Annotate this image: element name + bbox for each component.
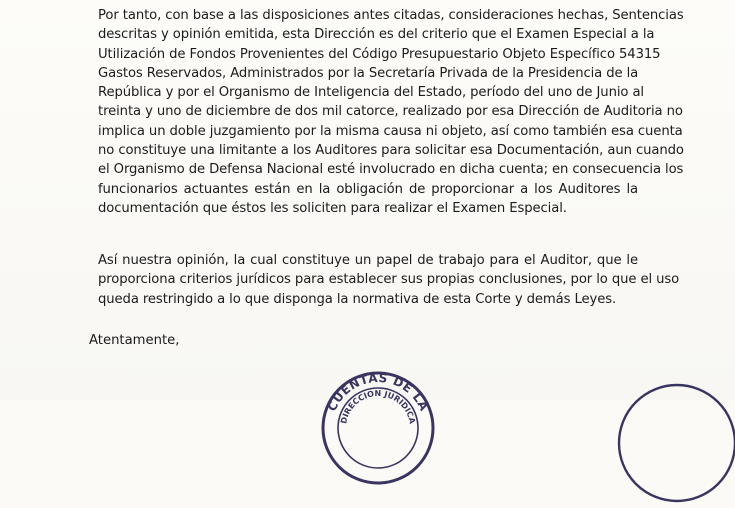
text-line: República y por el Organismo de Inteligencia del Estado, período del uno de Junio al (98, 85, 644, 101)
svg-text:CUENTAS DE LA: CUENTAS DE LA (324, 370, 432, 414)
text-line: implica un doble juzgamiento por la misma causa ni objeto, así como también esa cuenta (98, 123, 683, 139)
text-line: descritas y opinión emitida, esta Dirección es del criterio que el Examen Especial a la (98, 27, 655, 43)
text-line: proporciona criterios jurídicos para establecer sus propias conclusiones, por lo que el uso (98, 272, 680, 288)
paragraph-conclusion (98, 6, 684, 218)
text-line: Utilización de Fondos Provenientes del Código Presupuestario Objeto Específico 54315 (98, 46, 661, 62)
text-line: queda restringido a lo que disponga la normativa de esta Corte y demás Leyes. (98, 291, 617, 307)
text-line: funcionarios actuantes están en la obligación de proporcionar a los Auditores la (98, 181, 638, 197)
text-line: Gastos Reservados, Administrados por la Secretaría Privada de la Presidencia de la (98, 65, 639, 81)
text-line: Por tanto, con base a las disposiciones antes citadas, consideraciones hechas, Sentencias (98, 8, 684, 23)
closing-salutation: Atentamente, (89, 333, 180, 348)
secondary-stamp-edge (612, 378, 735, 508)
text-line: Así nuestra opinión, la cual constituye un papel de trabajo para el Auditor, que le (98, 253, 638, 268)
paragraph-opinion (98, 251, 680, 309)
text-line: el Organismo de Defensa Nacional esté involucrado en dicha cuenta; en consecuencia los (98, 162, 684, 178)
text-line: no constituye una limitante a los Auditores para solicitar esa Documentación, aun cuando (98, 143, 684, 159)
text-line: documentación que éstos les soliciten para realizar el Examen Especial. (98, 200, 567, 216)
svg-text:DIRECCION JURIDICA: DIRECCION JURIDICA (339, 388, 417, 425)
official-seal-stamp (318, 368, 438, 488)
text-line: treinta y uno de diciembre de dos mil catorce, realizado por esa Dirección de Auditoria no (98, 104, 683, 120)
